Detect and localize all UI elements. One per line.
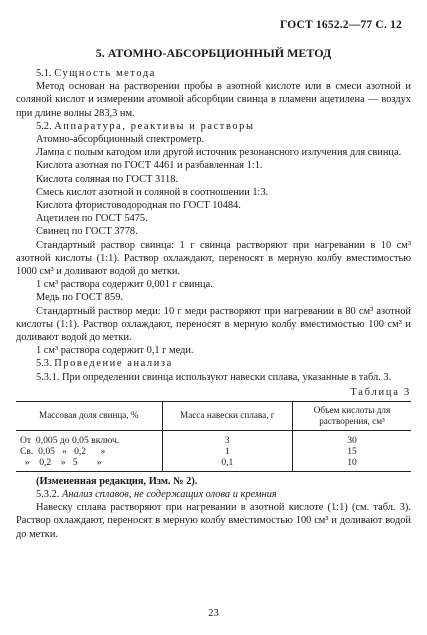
- paragraph: Стандартный раствор свинца: 1 г свинца растворяют при нагревании в 10 см³ азотной кислоты (1:1). Раствор охлаждают, переносят в мерную колбу вместимостью 1000 см³ и доливают водой до метки.: [16, 239, 411, 278]
- clause-number: 5.3.2.: [36, 489, 60, 501]
- clause-lead: При определении: [62, 371, 140, 383]
- table-cell: » 0,2 » 5 »: [20, 456, 102, 468]
- table-cell: 1: [162, 446, 292, 457]
- column-header: Объем кислоты для растворения, см³: [292, 401, 411, 430]
- table-header-row: [16, 401, 411, 430]
- table-cell: Св. 0,05 » 0,2 »: [20, 445, 106, 457]
- paragraph: Атомно-абсорбционный спектрометр.: [36, 134, 205, 146]
- clause-number: 5.3.1.: [36, 371, 60, 383]
- clause-text: свинца используют навески сплава, указанные в табл. 3.: [142, 371, 392, 383]
- table-caption: Таблица 3: [350, 386, 411, 398]
- paragraph: Кислота фтористоводородная по ГОСТ 10484.: [36, 200, 241, 212]
- clause-title: Аппаратура, реактивы и растворы: [54, 120, 255, 132]
- table-cell: От 0,005 до 0,05 включ.: [20, 434, 120, 446]
- table-cell: 15: [292, 446, 411, 457]
- paragraph-5-2: [16, 120, 411, 133]
- paragraph: Медь по ГОСТ 859.: [36, 292, 123, 304]
- paragraph-5-3: [16, 357, 411, 370]
- table-row: [16, 457, 411, 472]
- clause-number: 5.2.: [36, 120, 52, 132]
- paragraph: Смесь кислот азотной и соляной в соотношении 1:3.: [36, 186, 269, 198]
- table-cell: 0,1: [162, 457, 292, 472]
- paragraph: Стандартный раствор меди: 10 г меди растворяют при нагревании в 80 см³ азотной кислоты (1:1). Раствор охлаждают, переносят в мерную колбу вместимостью 100 см³ и доливают водой до метки.: [16, 305, 411, 344]
- page-number: 23: [208, 608, 219, 619]
- paragraph: Метод основан на растворении пробы в азотной кислоте или в смеси азотной и соляной кислот и измерении атомной абсорбции свинца в пламени ацетилена — воздух при длине волны 283,3 нм.: [16, 81, 411, 119]
- section-title: 5. АТОМНО-АБСОРБЦИОННЫЙ МЕТОД: [95, 46, 332, 60]
- table-cell: 10: [292, 457, 411, 472]
- paragraph: Ацетилен по ГОСТ 5475.: [36, 213, 148, 225]
- column-header: Масса навески сплава, г: [162, 401, 292, 430]
- paragraph-5-1: [16, 67, 411, 80]
- clause-title: Анализ сплавов, не содержащих олова и кремния: [62, 489, 277, 501]
- paragraph-5-3-2: [16, 488, 411, 501]
- table-cell: 3: [162, 430, 292, 446]
- revision-note: (Измененная редакция, Изм. № 2).: [36, 475, 198, 487]
- paragraph: Кислота соляная по ГОСТ 3118.: [36, 173, 179, 185]
- clause-number: 5.3.: [36, 358, 52, 370]
- column-header: Массовая доля свинца, %: [16, 401, 162, 430]
- paragraph: Свинец по ГОСТ 3778.: [36, 226, 138, 238]
- clause-number: 5.1.: [36, 68, 52, 79]
- paragraph: Лампа с полым катодом или другой источник резонансного излучения для свинца.: [36, 147, 402, 159]
- paragraph: Навеску сплава растворяют при нагревании в азотной кислоте (1:1) (см. табл. 3). Раствор охлаждают, переносят в мерную колбу вместимостью 100 см³ и доливают водой до метки.: [16, 502, 411, 540]
- table-row: [16, 430, 411, 446]
- clause-title: Проведение анализа: [54, 358, 173, 370]
- table-3: [16, 401, 411, 472]
- paragraph: 1 см³ раствора содержит 0,001 г свинца.: [36, 279, 213, 291]
- page-header: ГОСТ 1652.2—77 С. 12: [279, 19, 402, 31]
- clause-title: Сущность метода: [54, 68, 156, 79]
- paragraph-5-3-1: [16, 371, 411, 384]
- table-cell: 30: [292, 430, 411, 446]
- paragraph: Кислота азотная по ГОСТ 4461 и разбавленная 1:1.: [36, 160, 263, 172]
- page-content: [16, 46, 411, 541]
- table-row: [16, 446, 411, 457]
- paragraph: 1 см³ раствора содержит 0,1 г меди.: [36, 345, 194, 357]
